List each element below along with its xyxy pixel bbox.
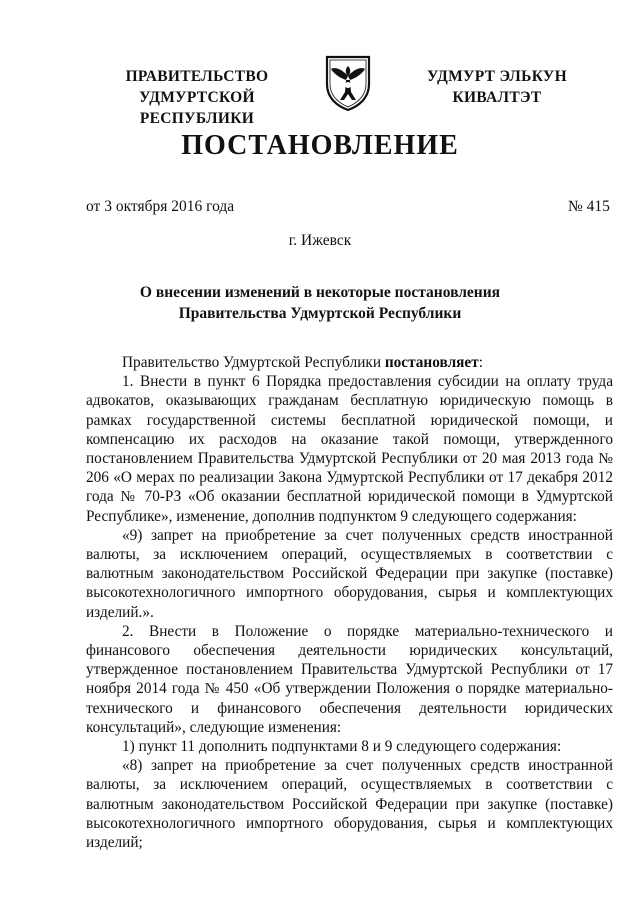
document-title xyxy=(0,282,640,324)
issuer-name-russian xyxy=(84,66,310,129)
document-date: от 3 октября 2016 года xyxy=(86,198,235,215)
issuer-name-ru-line2: УДМУРТСКОЙ РЕСПУБЛИКИ xyxy=(139,89,255,127)
intro-prefix: Правительство Удмуртской Республики xyxy=(122,354,385,371)
issuer-name-udmurt xyxy=(424,66,570,108)
paragraph-2-item-1: 1) пункт 11 дополнить подпунктами 8 и 9 следующего содержания: xyxy=(122,738,562,756)
issuer-name-udm-line2: КИВАЛТЭТ xyxy=(452,89,542,106)
paragraph-2: 2. Внести в Положение о порядке материально-технического и финансового обеспечения деятельности юридических консультаций, утвержденное постановлением Правительства Удмуртской Республики от 17 ноября 2014 года № 450 «Об утверждении Положения о порядке материально-технического и финансового обеспечения деятельности юридических консультаций», следующие изменения: xyxy=(86,622,613,736)
document-title-line2: Правительства Удмуртской Республики xyxy=(178,305,462,322)
issuer-name-ru-line1: ПРАВИТЕЛЬСТВО xyxy=(125,68,269,85)
paragraph-1-subitem-9: «9) запрет на приобретение за счет полученных средств иностранной валюты, за исключением операций, осуществляемых в соответствии с валютным законодательством Российской Федерации при закупке (поставке) высокотехнологичного импортного оборудования, сырья и комплектующих изделий.». xyxy=(86,526,613,621)
issuer-name-udm-line1: УДМУРТ ЭЛЬКУН xyxy=(427,68,567,85)
document-title-line1: О внесении изменений в некоторые постановления xyxy=(139,284,501,301)
intro-suffix: : xyxy=(478,354,483,371)
coat-of-arms-icon xyxy=(323,54,373,112)
intro-paragraph xyxy=(86,353,613,372)
document-city: г. Ижевск xyxy=(288,232,352,249)
paragraph-2-subitem-8: «8) запрет на приобретение за счет полученных средств иностранной валюты, за исключением операций, осуществляемых в соответствии с валютным законодательством Российской Федерации при закупке (поставке) высокотехнологичного импортного оборудования, сырья и комплектующих изделий; xyxy=(86,757,613,852)
intro-verb: постановляет xyxy=(384,354,479,371)
paragraph-1: 1. Внести в пункт 6 Порядка предоставления субсидии на оплату труда адвокатов, оказывающих гражданам бесплатную юридическую помощь в рамках государственной системы бесплатной юридической помощи, и компенсацию их расходов на оказание такой помощи, утвержденного постановлением Правительства Удмуртской Республики от 20 мая 2013 года № 206 «О мерах по реализации Закона Удмуртской Республики от 17 декабря 2012 года № 70-РЗ «Об оказании бесплатной юридической помощи в Удмуртской Республике», изменение, дополнив подпунктом 9 следующего содержания: xyxy=(86,373,613,525)
document-body xyxy=(86,353,613,852)
document-number: № 415 xyxy=(568,198,610,215)
document-type: ПОСТАНОВЛЕНИЕ xyxy=(181,130,459,161)
